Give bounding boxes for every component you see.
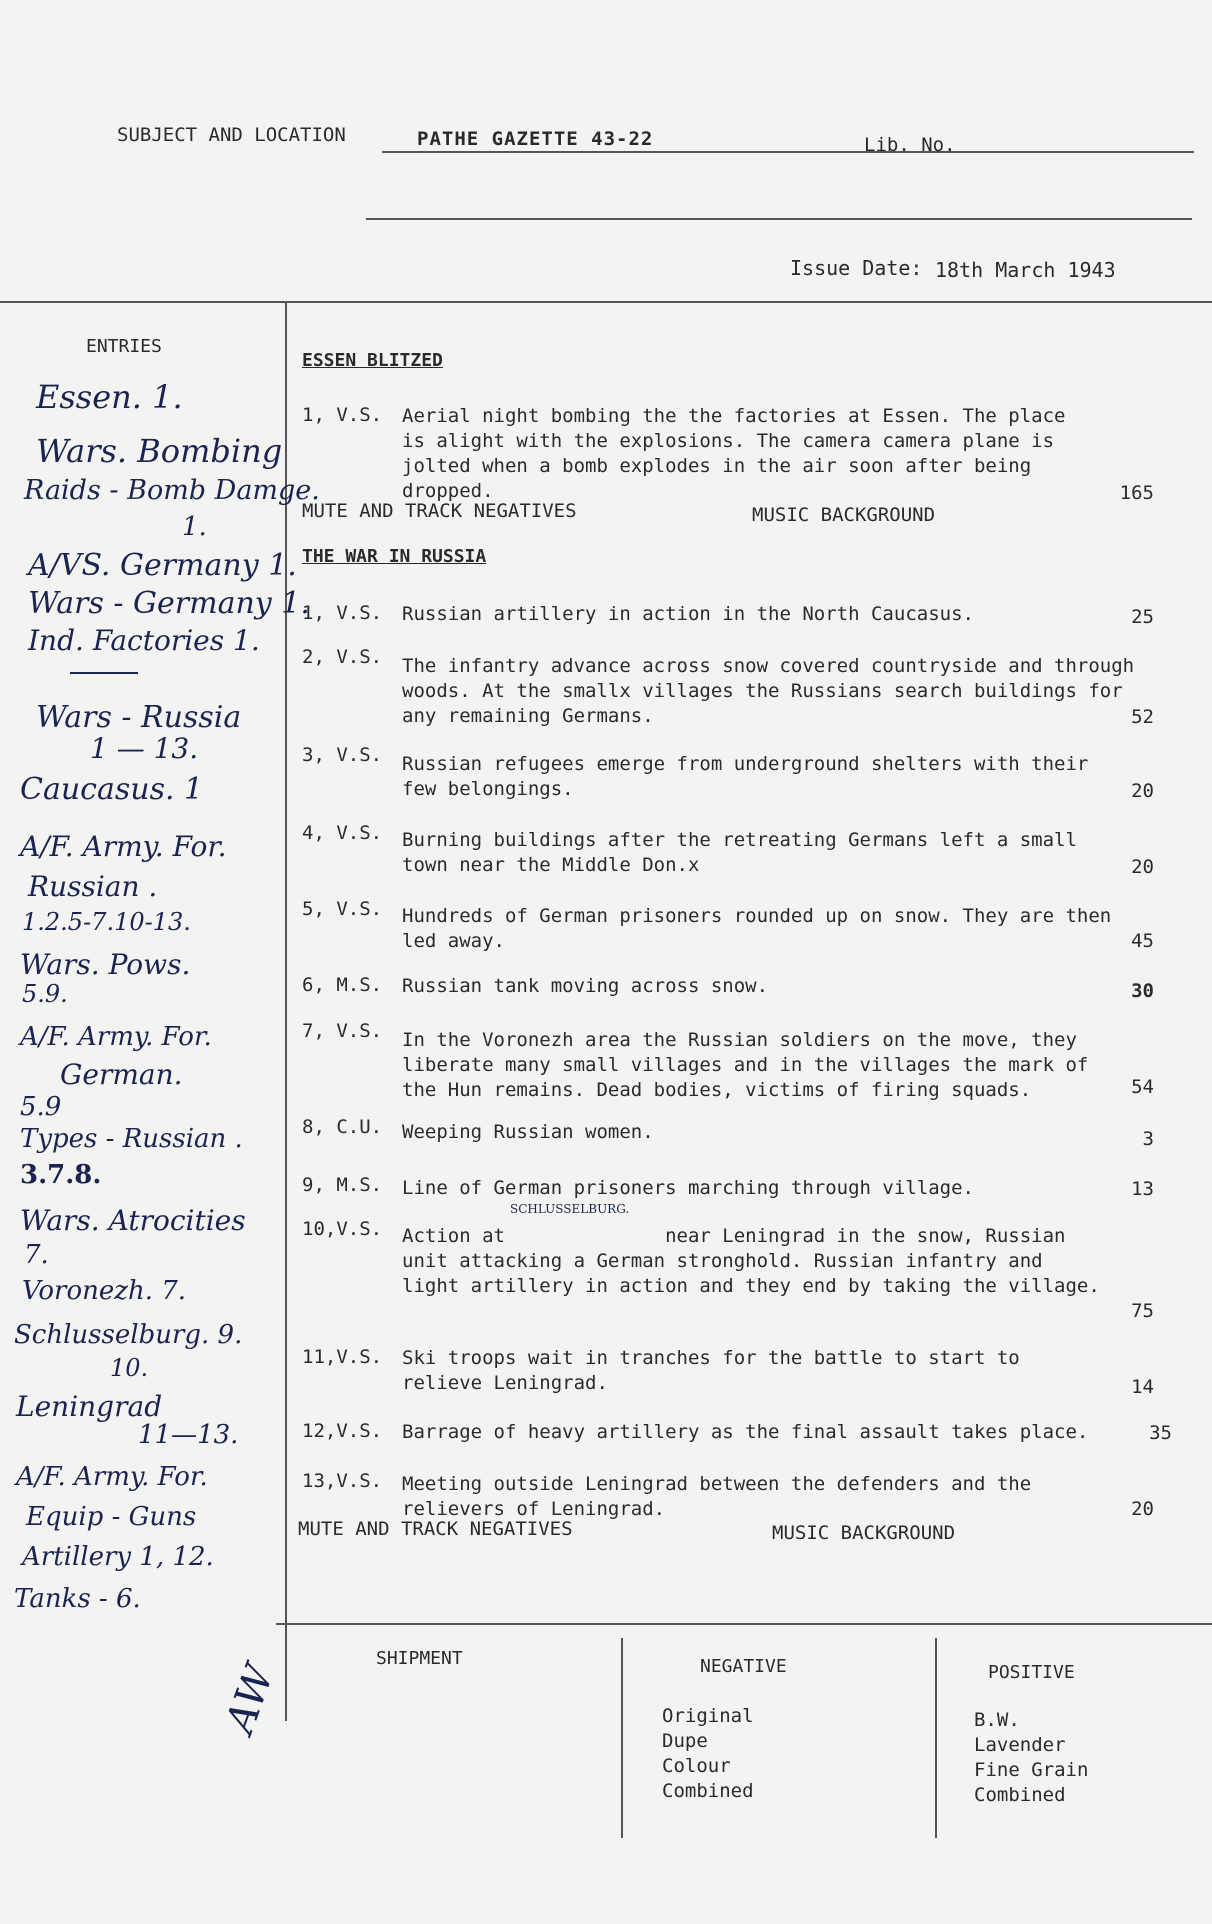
handwritten-insert: SCHLUSSELBURG. [510, 1202, 630, 1216]
shot-description: Weeping Russian women. [402, 1121, 654, 1143]
shot-footage: 75 [1131, 1300, 1154, 1322]
handwritten-entry: 7. [24, 1240, 49, 1270]
table-divider-1 [621, 1638, 623, 1838]
negative-option: Dupe [662, 1730, 708, 1752]
section-title: THE WAR IN RUSSIA [302, 546, 487, 567]
handwritten-entry: A/F. Army. For. [20, 1022, 212, 1052]
handwritten-entry: Caucasus. 1 [20, 772, 204, 807]
handwritten-entry: A/F. Army. For. [20, 830, 227, 863]
shot-footage: 30 [1131, 980, 1154, 1002]
negative-option: Combined [662, 1780, 754, 1802]
shipment-heading: SHIPMENT [376, 1648, 463, 1669]
header-divider [0, 301, 1212, 303]
subject-label: SUBJECT AND LOCATION [117, 124, 346, 146]
handwritten-entry: 10. [110, 1354, 149, 1382]
shot-number: 12,V.S. [302, 1420, 383, 1442]
shot-description: Hundreds of German prisoners rounded up on snow. They are then led away. [402, 905, 1112, 952]
shot-footage: 14 [1131, 1376, 1154, 1398]
entries-heading: ENTRIES [86, 336, 162, 357]
music-background: MUSIC BACKGROUND [752, 504, 936, 526]
handwritten-entry: Artillery 1, 12. [22, 1542, 214, 1572]
shot-description: Action at near Leningrad in the snow, Russian unit attacking a German stronghold. Russian infantry and light artillery in action and they end by taking the village. [402, 1225, 1100, 1297]
shot-footage: 20 [1131, 780, 1154, 802]
handwritten-entry: Russian . [28, 870, 158, 903]
negative-option: Original [662, 1705, 754, 1727]
shot-footage: 13 [1131, 1178, 1154, 1200]
shot-number: 1, V.S. [302, 602, 383, 624]
shot-number: 8, C.U. [302, 1116, 383, 1138]
table-divider-2 [935, 1638, 937, 1838]
shot-description: Russian refugees emerge from underground shelters with their few belongings. [402, 753, 1089, 800]
negative-heading: NEGATIVE [700, 1656, 787, 1677]
shot-footage: 165 [1119, 482, 1154, 504]
mute-track-negatives: MUTE AND TRACK NEGATIVES [298, 1518, 573, 1540]
shot-footage: 20 [1131, 856, 1154, 878]
handwritten-entry: Schlusselburg. 9. [14, 1320, 243, 1350]
entries-column-divider [285, 301, 287, 1721]
positive-option: Fine Grain [974, 1759, 1089, 1781]
shot-footage: 54 [1131, 1076, 1154, 1098]
handwritten-entry: 5.9 [20, 1092, 62, 1122]
shot-number: 7, V.S. [302, 1020, 383, 1042]
lib-no-label: Lib. No. [864, 134, 956, 156]
music-background: MUSIC BACKGROUND [772, 1522, 956, 1544]
mute-track-negatives: MUTE AND TRACK NEGATIVES [302, 500, 577, 522]
handwritten-entry: A/VS. Germany 1. [28, 548, 297, 583]
handwritten-entry: Tanks - 6. [14, 1584, 141, 1614]
handwritten-entry: Equip - Guns [26, 1502, 197, 1532]
handwritten-entry: Wars. Bombing [36, 432, 283, 470]
table-top-line [276, 1623, 1212, 1625]
positive-option: Lavender [974, 1734, 1066, 1756]
shot-footage: 35 [1149, 1422, 1172, 1444]
shot-number: 6, M.S. [302, 974, 383, 996]
shot-number: 9, M.S. [302, 1174, 383, 1196]
handwritten-entry: 1. [182, 512, 207, 542]
handwritten-entry: 11—13. [138, 1420, 239, 1450]
handwritten-entry: German. [60, 1058, 183, 1091]
handwritten-entry: Ind. Factories 1. [28, 624, 260, 657]
handwritten-entry: 1 — 13. [90, 732, 199, 765]
second-header-line [366, 218, 1192, 220]
shot-footage: 25 [1131, 606, 1154, 628]
handwritten-entry: Essen. 1. [36, 378, 183, 416]
handwritten-entry: Leningrad [16, 1390, 163, 1423]
negative-options [662, 1704, 754, 1804]
shot-description: Ski troops wait in tranches for the battle to start to relieve Leningrad. [402, 1347, 1020, 1394]
shot-footage: 52 [1131, 706, 1154, 728]
handwritten-entry: 5.9. [22, 980, 68, 1008]
section-title: ESSEN BLITZED [302, 350, 443, 371]
negative-option: Colour [662, 1755, 731, 1777]
handwritten-entry: Wars - Russia [36, 700, 242, 735]
shot-footage: 20 [1131, 1498, 1154, 1520]
shot-number: 3, V.S. [302, 744, 383, 766]
handwritten-entry: Raids - Bomb Damge. [24, 475, 320, 506]
shot-description: Line of German prisoners marching through village. [402, 1177, 974, 1199]
shot-footage: 3 [1142, 1128, 1154, 1150]
handwritten-initials: AW [216, 1659, 284, 1739]
handwritten-entry: Wars. Pows. [20, 948, 191, 981]
title-underline [382, 151, 1194, 153]
handwritten-dash [70, 672, 138, 674]
shot-description: Russian artillery in action in the North Caucasus. [402, 603, 974, 625]
positive-heading: POSITIVE [988, 1662, 1075, 1683]
positive-option: B.W. [974, 1709, 1020, 1731]
shot-description: Meeting outside Leningrad between the defenders and the relievers of Leningrad. [402, 1473, 1032, 1520]
shot-number: 10,V.S. [302, 1218, 383, 1240]
shot-footage: 45 [1131, 930, 1154, 952]
shot-description: The infantry advance across snow covered countryside and through woods. At the smallx villages the Russians search buildings for any remaining Germans. [402, 655, 1135, 727]
handwritten-entry: 3.7.8. [20, 1160, 102, 1190]
handwritten-entry: Voronezh. 7. [22, 1276, 187, 1306]
shot-description: In the Voronezh area the Russian soldiers on the move, they liberate many small villages and in the villages the mark of the Hun remains. Dead bodies, victims of firing squads. [402, 1029, 1089, 1101]
handwritten-entry: A/F. Army. For. [16, 1462, 208, 1492]
shot-number: 1, V.S. [302, 404, 383, 426]
shot-description: Burning buildings after the retreating Germans left a small town near the Middle Don.x [402, 829, 1077, 876]
positive-options [974, 1708, 1088, 1808]
shot-description: Aerial night bombing the the factories at Essen. The place is alight with the explosions. The camera camera plane is jolted when a bomb explodes in the air soon after being dropped. [402, 405, 1066, 502]
positive-option: Combined [974, 1784, 1066, 1806]
shot-description: Barrage of heavy artillery as the final assault takes place. [402, 1421, 1089, 1443]
handwritten-entry: 1.2.5-7.10-13. [22, 908, 191, 936]
shot-number: 2, V.S. [302, 646, 383, 668]
handwritten-entry: Wars - Germany 1. [28, 586, 310, 621]
shot-number: 4, V.S. [302, 822, 383, 844]
document-title: PATHE GAZETTE 43-22 [417, 128, 654, 150]
shot-number: 5, V.S. [302, 898, 383, 920]
handwritten-entry: Wars. Atrocities [20, 1204, 246, 1237]
shot-number: 13,V.S. [302, 1470, 383, 1492]
shot-number: 11,V.S. [302, 1346, 383, 1368]
handwritten-entry: Types - Russian . [20, 1124, 243, 1154]
issue-date-label: Issue Date: [790, 256, 923, 280]
issue-date-value: 18th March 1943 [935, 258, 1116, 282]
shot-description: Russian tank moving across snow. [402, 975, 769, 997]
